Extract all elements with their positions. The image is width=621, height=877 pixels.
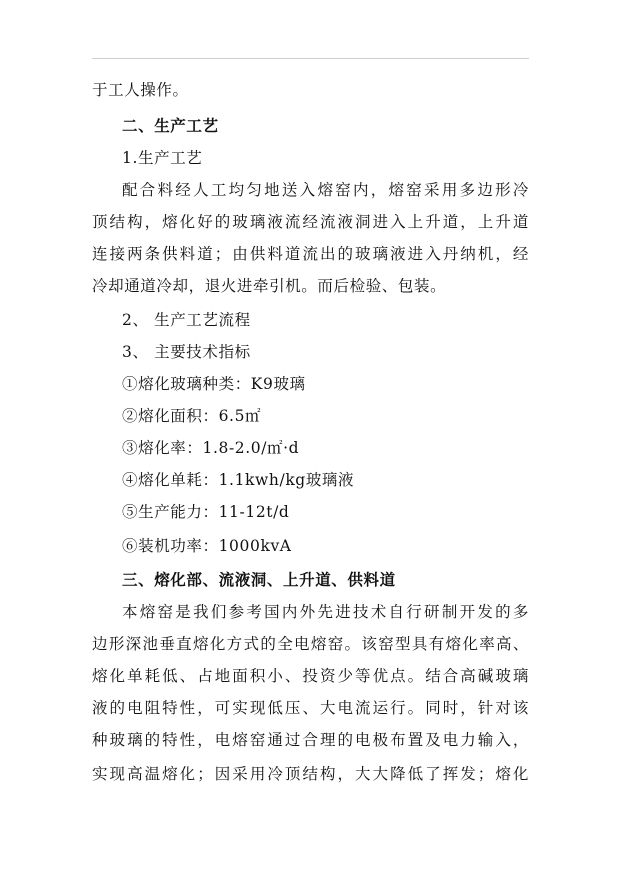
paragraph-line: 熔化单耗低、占地面积小、投资少等优点。结合高碱玻璃	[92, 667, 529, 685]
page-header-rule	[92, 58, 529, 59]
spec-item: ⑤生产能力：11-12t/d	[122, 503, 290, 521]
paragraph-line: 实现高温熔化；因采用冷顶结构，大大降低了挥发；熔化	[92, 765, 529, 783]
subsection-heading: 1.生产工艺	[122, 149, 203, 167]
spec-item: ⑥装机功率：1000kvA	[122, 537, 292, 555]
paragraph-line: 配合料经人工均匀地送入熔窑内，熔窑采用多边形冷	[122, 181, 529, 199]
subsection-heading: 3、 主要技术指标	[122, 343, 251, 361]
paragraph-line: 种玻璃的特性，电熔窑通过合理的电极布置及电力输入，	[92, 731, 529, 749]
paragraph-line: 顶结构，熔化好的玻璃液流经流液洞进入上升道，上升道	[92, 213, 529, 231]
spec-item: ②熔化面积：6.5㎡	[122, 407, 262, 425]
body-text-line: 于工人操作。	[92, 81, 189, 99]
section-heading: 二、生产工艺	[122, 117, 219, 135]
spec-item: ③熔化率：1.8-2.0/㎡·d	[122, 439, 300, 457]
section-heading: 三、熔化部、流液洞、上升道、供料道	[122, 571, 396, 589]
spec-item: ④熔化单耗：1.1kwh/kg玻璃液	[122, 471, 355, 489]
paragraph-line: 液的电阻特性，可实现低压、大电流运行。同时，针对该	[92, 699, 529, 717]
paragraph-line: 冷却通道冷却，退火进牵引机。而后检验、包装。	[92, 277, 447, 295]
subsection-heading: 2、 生产工艺流程	[122, 311, 251, 329]
spec-item: ①熔化玻璃种类：K9玻璃	[122, 375, 306, 393]
paragraph-line: 连接两条供料道；由供料道流出的玻璃液进入丹纳机，经	[92, 245, 529, 263]
paragraph-line: 边形深池垂直熔化方式的全电熔窑。该窑型具有熔化率高、	[92, 635, 529, 653]
paragraph-line: 本熔窑是我们参考国内外先进技术自行研制开发的多	[122, 603, 529, 621]
